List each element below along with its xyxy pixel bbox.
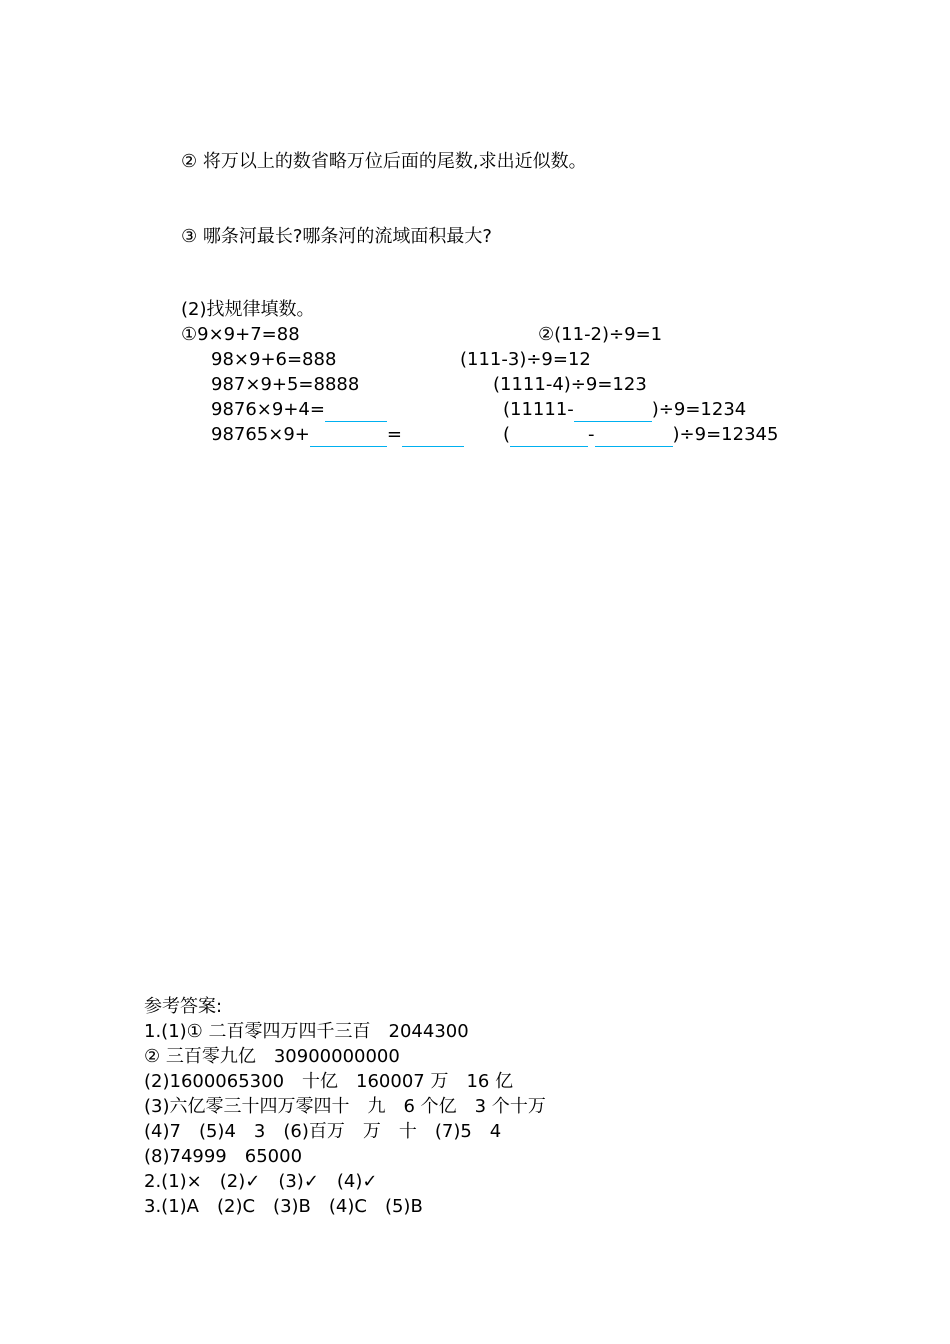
question-3: ③ 哪条河最长?哪条河的流域面积最大? (181, 226, 492, 247)
answer-blank[interactable] (595, 426, 673, 447)
pattern-left-line-1: ①9×9+7=88 (181, 324, 300, 345)
answer-line: 1.(1)① 二百零四万四千三百 2044300 (144, 1021, 469, 1042)
pattern-right-line-5 (503, 423, 778, 447)
answer-blank[interactable] (325, 401, 387, 422)
pattern-right-line-3: (1111-4)÷9=123 (493, 374, 647, 395)
pattern-left-line-4-text: 9876×9+4= (211, 399, 325, 420)
answer-line: (3)六亿零三十四万零四十 九 6 个亿 3 个十万 (144, 1096, 546, 1117)
answer-line: 3.(1)A (2)C (3)B (4)C (5)B (144, 1196, 423, 1217)
answers-heading: 参考答案: (144, 996, 223, 1017)
minus-sign: - (588, 424, 595, 445)
answer-line: (4)7 (5)4 3 (6)百万 万 十 (7)5 4 (144, 1121, 502, 1142)
answer-line: 2.(1)× (2)✓ (3)✓ (4)✓ (144, 1171, 378, 1192)
answer-blank[interactable] (402, 426, 464, 447)
pattern-left-line-5-text: 98765×9+ (211, 424, 310, 445)
pattern-right-line-1: ②(11-2)÷9=1 (538, 324, 663, 345)
pattern-title: (2)找规律填数。 (181, 299, 315, 320)
answer-line: ② 三百零九亿 30900000000 (144, 1046, 400, 1067)
pattern-left-line-5 (211, 423, 464, 447)
pattern-right-line-4-tail: )÷9=1234 (651, 399, 747, 420)
answer-line: (2)1600065300 十亿 160007 万 16 亿 (144, 1071, 514, 1092)
equals-sign: = (386, 424, 402, 445)
pattern-right-line-5-tail: )÷9=12345 (672, 424, 779, 445)
pattern-left-line-2: 98×9+6=888 (211, 349, 337, 370)
pattern-left-line-3: 987×9+5=8888 (211, 374, 360, 395)
pattern-left-line-4 (211, 398, 387, 422)
answer-line: (8)74999 65000 (144, 1146, 303, 1167)
pattern-right-line-4 (503, 398, 746, 422)
pattern-right-line-4-text: (11111- (503, 399, 574, 420)
pattern-right-line-2: (111-3)÷9=12 (460, 349, 591, 370)
question-2: ② 将万以上的数省略万位后面的尾数,求出近似数。 (181, 151, 587, 172)
open-paren: ( (503, 424, 511, 445)
answer-blank[interactable] (510, 426, 588, 447)
answer-blank[interactable] (310, 426, 387, 447)
answer-blank[interactable] (574, 401, 652, 422)
